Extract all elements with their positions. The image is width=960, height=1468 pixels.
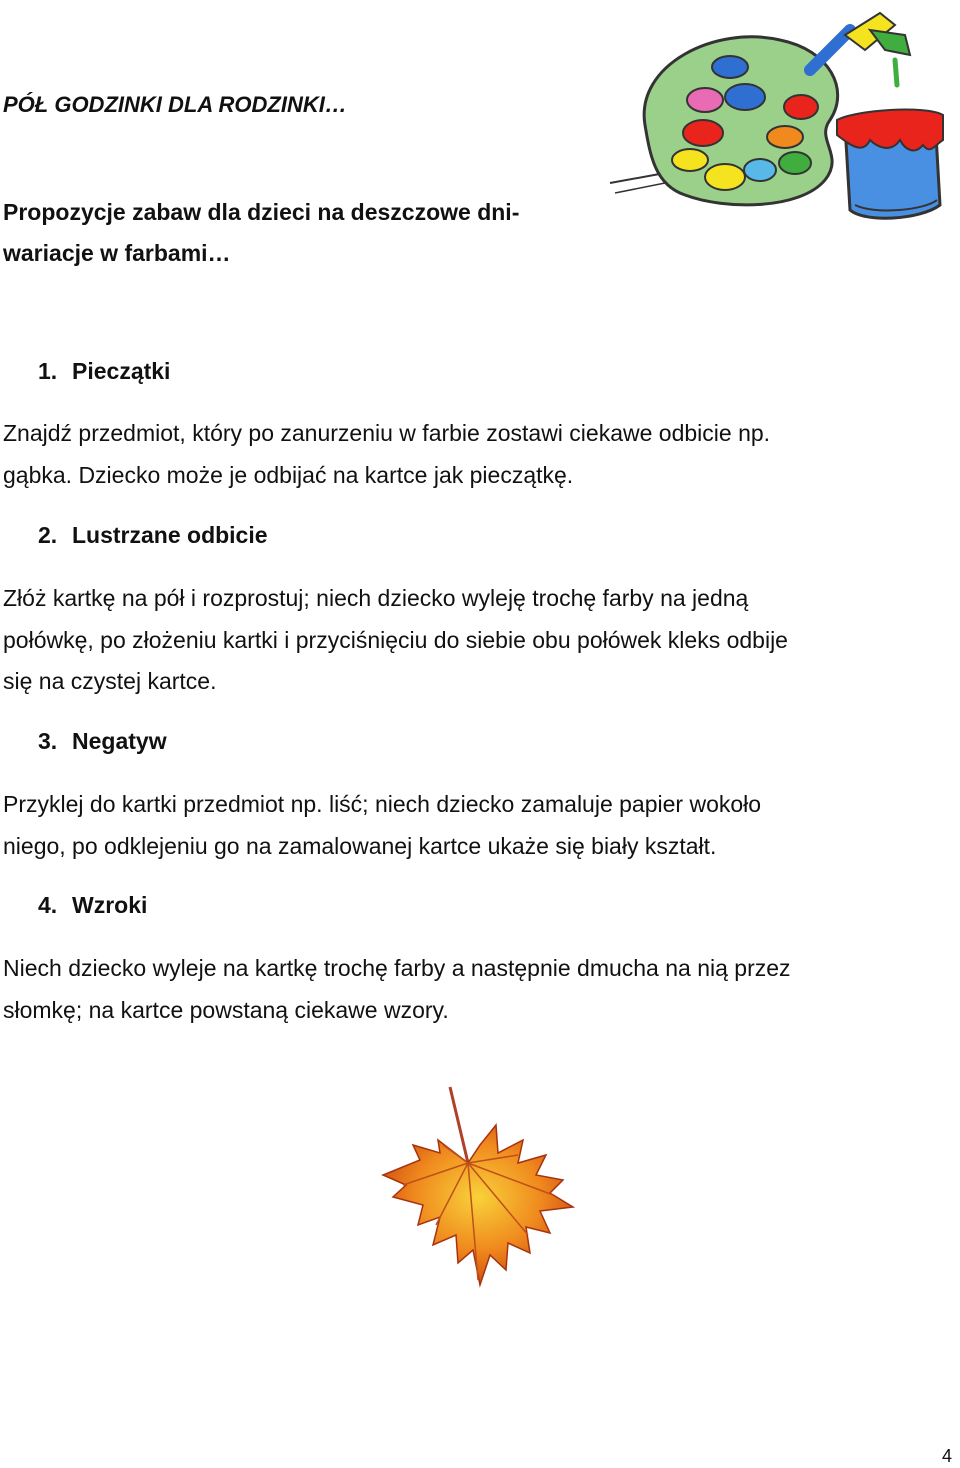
paint-palette-icon (605, 5, 957, 240)
section-3-paragraph (3, 784, 943, 867)
section-number: 3. (38, 728, 58, 754)
section-4-heading (38, 892, 147, 919)
paragraph-line: Przyklej do kartki przedmiot np. liść; niech dziecko zamaluje papier wokoło (3, 791, 762, 817)
paragraph-line: połówkę, po złożeniu kartki i przyciśnięciu do siebie obu połówek kleks odbije (3, 626, 788, 653)
paragraph-line: Niech dziecko wyleje na kartkę trochę farby a następnie dmucha na nią przez (3, 955, 791, 981)
paragraph-line: gąbka. Dziecko może je odbijać na kartce jak pieczątkę. (3, 461, 574, 488)
section-4-paragraph (3, 948, 943, 1031)
section-2-heading (38, 522, 268, 549)
subtitle-line-2: wariacje w farbami… (3, 240, 231, 266)
section-number: 1. (38, 358, 58, 384)
section-title: Wzroki (72, 892, 148, 918)
subtitle-line-1: Propozycje zabaw dla dzieci na deszczowe dni- (3, 199, 520, 225)
subtitle (3, 192, 603, 274)
section-number: 4. (38, 892, 58, 918)
maple-leaf-icon (378, 1085, 578, 1290)
paragraph-line: słomkę; na kartce powstaną ciekawe wzory. (3, 996, 449, 1023)
section-2-paragraph (3, 578, 943, 703)
paragraph-line: się na czystej kartce. (3, 668, 217, 694)
paragraph-line: Złóż kartkę na pół i rozprostuj; niech dziecko wyleję trochę farby na jedną (3, 585, 749, 611)
section-title: Lustrzane odbicie (72, 522, 268, 548)
section-1-paragraph (3, 413, 943, 496)
paragraph-line: Znajdź przedmiot, który po zanurzeniu w farbie zostawi ciekawe odbicie np. (3, 420, 771, 446)
page-number: 4 (941, 1446, 952, 1466)
paragraph-line: niego, po odklejeniu go na zamalowanej kartce ukaże się biały kształt. (3, 832, 717, 859)
section-1-heading (38, 358, 170, 385)
section-3-heading (38, 728, 167, 755)
header-title: PÓŁ GODZINKI DLA RODZINKI… (3, 92, 347, 117)
section-number: 2. (38, 522, 58, 548)
section-title: Negatyw (72, 728, 167, 754)
section-title: Pieczątki (72, 358, 171, 384)
